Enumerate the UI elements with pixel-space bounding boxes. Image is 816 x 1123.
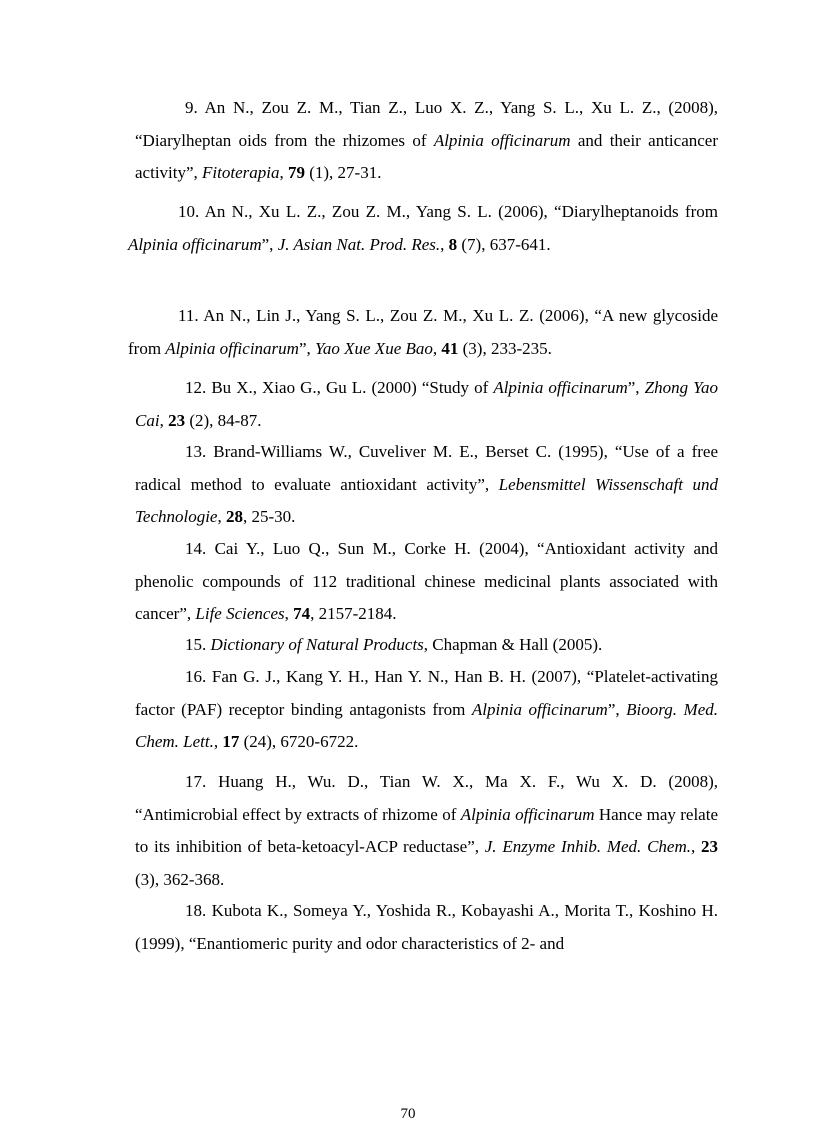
species-name: Alpinia officinarum — [433, 130, 571, 150]
reference-11 — [128, 300, 718, 365]
reference-14 — [135, 533, 718, 631]
reference-authors: Kubota K., Someya Y., Yoshida R., Kobayashi A., Morita T., Koshino H. (1999), “Enantiomeric purity and odor characteristics of 2- and — [135, 901, 718, 953]
reference-title-end: and their anticancer activity”, — [135, 130, 718, 182]
reference-tail: (1), 27-31. — [304, 163, 382, 182]
journal-name: Bioorg. Med. Chem. Lett. — [135, 699, 718, 751]
reference-title-end: ”, — [627, 378, 645, 397]
species-name: Alpinia officinarum — [493, 378, 628, 397]
separator: , — [284, 604, 294, 623]
reference-authors: An N., Xu L. Z., Zou Z. M., Yang S. L. (2006), “Diarylheptanoids from — [204, 202, 718, 221]
separator: , — [432, 338, 442, 358]
species-name: Alpinia officinarum — [460, 804, 595, 824]
reference-number: 12. — [185, 378, 207, 397]
reference-tail: (3), 233-235. — [458, 338, 552, 358]
reference-title-end: ”, — [298, 338, 315, 358]
journal-name: Yao Xue Xue Bao — [314, 338, 433, 358]
reference-tail: , Chapman & Hall (2005). — [423, 635, 603, 654]
reference-17 — [135, 766, 718, 896]
reference-authors: Brand-Williams W., Cuveliver M. E., Berset C. (1995), “Use of a free radical method to evaluate antioxidant activity”, — [135, 442, 719, 494]
reference-authors: Cai Y., Luo Q., Sun M., Corke H. (2004), “Antioxidant activity and phenolic compounds of 112 traditional chinese medicinal plants associated with cancer”, — [135, 539, 719, 623]
reference-title-end: ”, — [261, 234, 278, 254]
journal-name: Fitoterapia — [202, 163, 280, 182]
reference-15 — [135, 629, 718, 662]
reference-authors: An N., Zou Z. M., Tian Z., Luo X. Z., Yang S. L., Xu L. Z., (2008), “Diarylheptan oids from the rhizomes of — [135, 98, 719, 150]
volume-number: 23 — [701, 837, 718, 856]
reference-authors: Bu X., Xiao G., Gu L. (2000) “Study of — [211, 378, 494, 397]
reference-number: 16. — [185, 667, 207, 686]
separator: , — [213, 732, 223, 751]
reference-tail: (3), 362-368. — [135, 869, 225, 889]
reference-number: 10. — [178, 202, 200, 221]
separator: , — [217, 507, 226, 526]
journal-name: Dictionary of Natural Products — [210, 635, 424, 654]
separator: , — [690, 837, 701, 856]
reference-authors: Huang H., Wu. D., Tian W. X., Ma X. F., Wu X. D. (2008), “Antimicrobial effect by extracts of rhizome of — [135, 772, 719, 824]
journal-name: J. Asian Nat. Prod. Res. — [277, 234, 441, 254]
reference-tail: , 25-30. — [242, 507, 296, 526]
reference-tail: , 2157-2184. — [310, 604, 397, 623]
volume-number: 23 — [168, 410, 186, 430]
volume-number: 79 — [287, 163, 305, 182]
journal-name: Life Sciences — [195, 604, 285, 623]
page-number: 70 — [400, 1106, 416, 1122]
volume-number: 41 — [441, 338, 459, 358]
volume-number: 28 — [225, 507, 243, 526]
reference-number: 11. — [178, 306, 199, 325]
reference-16 — [135, 661, 718, 759]
reference-number: 17. — [185, 772, 207, 791]
reference-tail: (7), 637-641. — [457, 234, 551, 254]
journal-name: Lebensmittel Wissenschaft und Technologie — [135, 474, 718, 526]
species-name: Alpinia officinarum — [128, 234, 262, 254]
reference-number: 14. — [185, 539, 207, 558]
reference-tail: (24), 6720-6722. — [239, 732, 359, 751]
reference-authors: An N., Lin J., Yang S. L., Zou Z. M., Xu L. Z. (2006), “A new glycoside from — [128, 306, 718, 358]
reference-number: 15. — [185, 635, 207, 654]
reference-13 — [135, 436, 718, 534]
separator: , — [159, 410, 169, 430]
species-name: Alpinia officinarum — [165, 338, 299, 358]
reference-title-end: ”, — [607, 699, 627, 719]
reference-authors: Fan G. J., Kang Y. H., Han Y. N., Han B. H. (2007), “Platelet-activating factor (PAF) receptor binding antagonists from — [135, 667, 719, 719]
volume-number: 8 — [448, 234, 458, 254]
separator: , — [440, 234, 449, 254]
reference-number: 18. — [185, 901, 207, 920]
reference-9: 9. An N., Zou Z. M., Tian Z., Luo X. Z., Yang S. L., Xu L. Z., (2008), “Diarylheptan oids from the rhizomes of Alpinia officinarum and their anticancer activity”, Fitoterapia, 79 (1), 27-31. — [135, 98, 719, 182]
journal-name: Zhong Yao Cai — [135, 378, 719, 430]
reference-18 — [135, 895, 718, 960]
reference-title-end: Hance may relate to its inhibition of beta-ketoacyl-ACP reductase”, — [135, 804, 718, 856]
reference-number: 9. — [185, 98, 198, 117]
reference-12 — [135, 372, 718, 437]
reference-number: 13. — [185, 442, 207, 461]
reference-10 — [128, 196, 718, 261]
species-name: Alpinia officinarum — [471, 699, 608, 719]
volume-number: 17 — [222, 732, 240, 751]
journal-name: J. Enzyme Inhib. Med. Chem. — [484, 837, 691, 856]
volume-number: 74 — [293, 604, 311, 623]
reference-tail: (2), 84-87. — [185, 410, 262, 430]
